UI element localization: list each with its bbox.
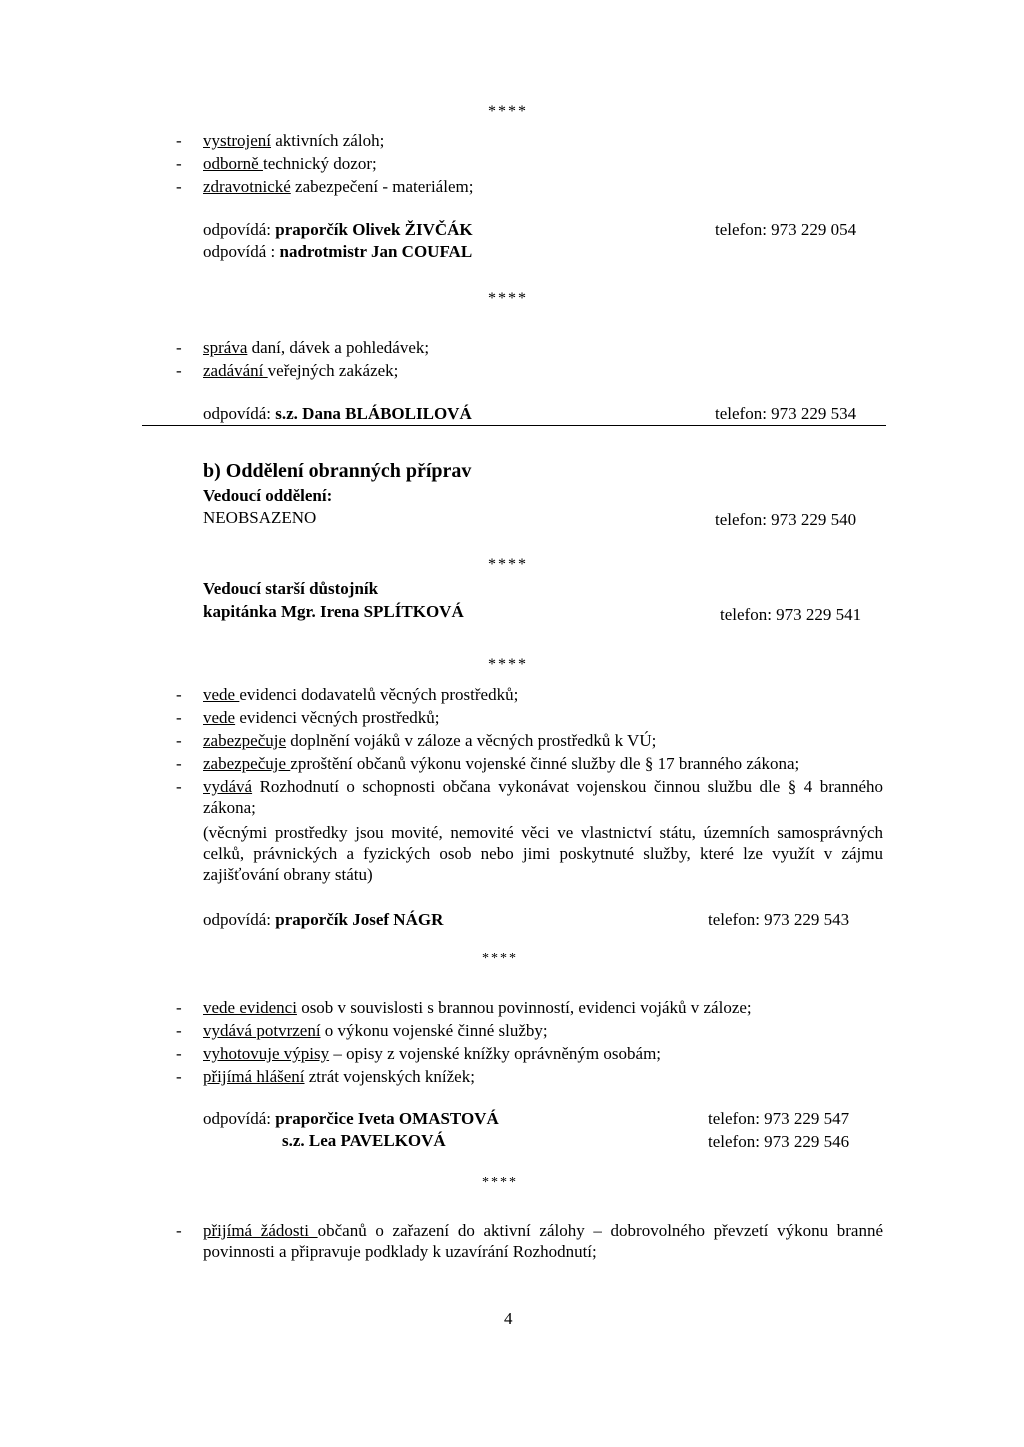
phone-number: telefon: 973 229 541 <box>720 605 862 624</box>
head-label: Vedoucí oddělení: <box>203 486 333 505</box>
list-item: vydává Rozhodnutí o schopnosti občana vykonávat vojenskou činnou službu dle § 4 branného zákona; <box>203 777 883 817</box>
list-bullet: - <box>176 338 182 357</box>
list-bullet: - <box>176 1021 182 1040</box>
head-value: NEOBSAZENO <box>203 508 317 527</box>
list-bullet: - <box>176 154 182 173</box>
list-item: přijímá žádosti občanů o zařazení do aktivní zálohy – dobrovolného převzetí výkonu branné povinnosti a připravuje podklady k uzavírání Rozhodnutí; <box>203 1221 883 1261</box>
separator: **** <box>482 951 518 966</box>
list-bullet: - <box>176 998 182 1017</box>
list-item: správa daní, dávek a pohledávek; <box>203 338 430 357</box>
page-number: 4 <box>504 1309 513 1328</box>
responsible-person: odpovídá: praporčík Josef NÁGR <box>203 910 444 929</box>
separator: **** <box>488 103 528 120</box>
separator: **** <box>488 290 528 307</box>
divider <box>142 425 886 426</box>
list-item: zadávání veřejných zakázek; <box>203 361 399 380</box>
list-bullet: - <box>176 1221 182 1240</box>
note-paragraph: (věcnými prostředky jsou movité, nemovité věci ve vlastnictví státu, územních samosprávných celků, právnických a fyzických osob nebo jimi poskytnuté služby, které lze využít v zájmu zajišťování obrany státu) <box>203 823 883 884</box>
list-item: vede evidenci dodavatelů věcných prostředků; <box>203 685 519 704</box>
responsible-person: s.z. Lea PAVELKOVÁ <box>282 1131 446 1150</box>
list-item: vede evidenci osob v souvislosti s brannou povinností, evidenci vojáků v záloze; <box>203 998 752 1017</box>
responsible-person: odpovídá: praporčík Olivek ŽIVČÁK <box>203 220 473 239</box>
list-item: vyhotovuje výpisy – opisy z vojenské knížky oprávněným osobám; <box>203 1044 662 1063</box>
list-bullet: - <box>176 131 182 150</box>
list-bullet: - <box>176 177 182 196</box>
list-item: vystrojení aktivních záloh; <box>203 131 385 150</box>
list-bullet: - <box>176 361 182 380</box>
senior-officer-label: Vedoucí starší důstojník <box>203 579 379 598</box>
separator: **** <box>488 656 528 673</box>
list-bullet: - <box>176 708 182 727</box>
phone-number: telefon: 973 229 547 <box>708 1109 850 1128</box>
senior-officer-name: kapitánka Mgr. Irena SPLÍTKOVÁ <box>203 602 464 621</box>
phone-number: telefon: 973 229 540 <box>715 510 857 529</box>
list-item: zabezpečuje zproštění občanů výkonu vojenské činné služby dle § 17 branného zákona; <box>203 754 800 773</box>
section-heading: b) Oddělení obranných příprav <box>203 460 472 482</box>
separator: **** <box>488 556 528 573</box>
phone-number: telefon: 973 229 054 <box>715 220 857 239</box>
list-item: vede evidenci věcných prostředků; <box>203 708 440 727</box>
list-item: odborně technický dozor; <box>203 154 377 173</box>
list-bullet: - <box>176 731 182 750</box>
list-bullet: - <box>176 777 182 796</box>
list-item: přijímá hlášení ztrát vojenských knížek; <box>203 1067 475 1086</box>
responsible-person: odpovídá : nadrotmistr Jan COUFAL <box>203 242 473 261</box>
list-bullet: - <box>176 1067 182 1086</box>
phone-number: telefon: 973 229 534 <box>715 404 857 423</box>
list-item: vydává potvrzení o výkonu vojenské činné služby; <box>203 1021 548 1040</box>
list-bullet: - <box>176 685 182 704</box>
list-bullet: - <box>176 754 182 773</box>
responsible-person: odpovídá: praporčice Iveta OMASTOVÁ <box>203 1109 499 1128</box>
phone-number: telefon: 973 229 543 <box>708 910 850 929</box>
separator: **** <box>482 1175 518 1190</box>
responsible-person: odpovídá: s.z. Dana BLÁBOLILOVÁ <box>203 404 472 423</box>
list-item: zabezpečuje doplnění vojáků v záloze a věcných prostředků k VÚ; <box>203 731 657 750</box>
list-item: zdravotnické zabezpečení - materiálem; <box>203 177 474 196</box>
phone-number: telefon: 973 229 546 <box>708 1132 850 1151</box>
list-bullet: - <box>176 1044 182 1063</box>
